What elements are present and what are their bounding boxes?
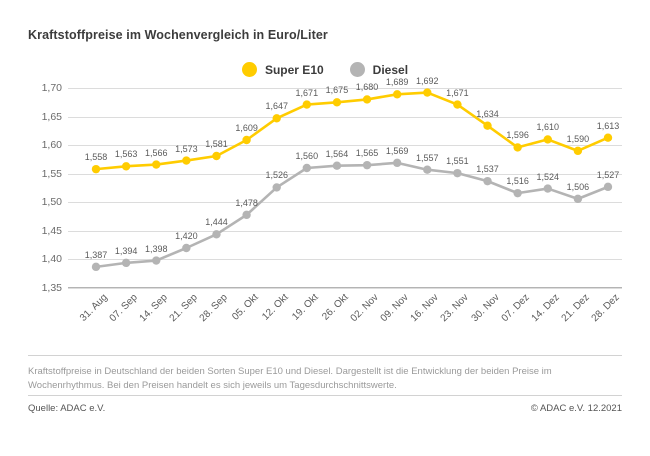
y-axis-tick-label: 1,35 bbox=[41, 282, 62, 294]
divider bbox=[28, 355, 622, 356]
legend-marker-icon bbox=[242, 62, 257, 77]
data-point bbox=[423, 88, 431, 96]
data-point bbox=[212, 230, 220, 238]
data-point bbox=[242, 136, 250, 144]
data-point-label: 1,524 bbox=[536, 171, 560, 182]
data-point-label: 1,560 bbox=[295, 151, 319, 161]
data-point-label: 1,569 bbox=[385, 145, 409, 156]
data-point bbox=[182, 244, 190, 252]
data-point bbox=[423, 166, 431, 174]
data-point-label: 1,537 bbox=[476, 164, 499, 175]
x-axis-tick-label: 21. Dez bbox=[559, 292, 592, 325]
page-title: Kraftstoffpreise im Wochenvergleich in Euro/Liter bbox=[28, 28, 328, 42]
x-axis-labels bbox=[68, 292, 622, 352]
data-point bbox=[544, 135, 552, 143]
data-point-label: 1,394 bbox=[114, 245, 138, 256]
data-point-label: 1,566 bbox=[144, 147, 168, 158]
data-point-label: 1,590 bbox=[566, 133, 590, 144]
data-point bbox=[574, 147, 582, 155]
grid-area bbox=[68, 75, 622, 288]
data-point bbox=[122, 259, 130, 267]
x-axis-tick-label: 28. Dez bbox=[589, 292, 622, 325]
data-point bbox=[303, 100, 311, 108]
x-axis-tick-label: 30. Nov bbox=[469, 292, 502, 325]
data-point-label: 1,478 bbox=[235, 197, 258, 208]
copyright-label: © ADAC e.V. 12.2021 bbox=[530, 403, 622, 414]
series-line bbox=[96, 93, 608, 170]
data-point-label: 1,551 bbox=[446, 156, 469, 167]
data-point-label: 1,444 bbox=[205, 217, 228, 228]
legend-label: Diesel bbox=[372, 62, 409, 77]
data-point bbox=[92, 165, 100, 173]
data-point-label: 1,420 bbox=[175, 231, 198, 241]
data-point-label: 1,680 bbox=[355, 82, 379, 93]
data-point-label: 1,647 bbox=[265, 101, 288, 112]
data-point-label: 1,564 bbox=[325, 148, 349, 159]
plot-area bbox=[28, 75, 622, 294]
data-point-label: 1,527 bbox=[596, 169, 620, 180]
data-point bbox=[303, 164, 311, 172]
series-line bbox=[96, 163, 608, 267]
y-axis-tick-label: 1,60 bbox=[41, 139, 62, 152]
chart-footnote: Kraftstoffpreise in Deutschland der beiden Sorten Super E10 und Diesel. Dargestellt ist die Entwicklung der beiden Preise im Wochenrhythmus. Bei den Preisen handelt es sich jeweils um Tagesdurchschnittswerte. bbox=[28, 366, 552, 391]
legend-item-super-e10 bbox=[242, 62, 324, 77]
y-axis-tick-label: 1,55 bbox=[41, 167, 62, 180]
series-canvas bbox=[68, 88, 622, 288]
data-point bbox=[483, 177, 491, 185]
data-point-label: 1,692 bbox=[416, 75, 439, 86]
x-axis-tick-label: 02. Nov bbox=[348, 292, 381, 325]
chart-legend bbox=[0, 62, 650, 77]
x-axis-tick-label: 14. Sep bbox=[137, 292, 171, 325]
data-point-label: 1,596 bbox=[506, 130, 529, 141]
data-point bbox=[513, 143, 521, 151]
x-axis-tick-label: 26. Okt bbox=[320, 292, 351, 323]
data-point-label: 1,671 bbox=[446, 87, 469, 98]
gridline bbox=[68, 288, 622, 289]
x-axis-tick-label: 09. Nov bbox=[378, 292, 411, 325]
data-point bbox=[212, 152, 220, 160]
x-axis-tick-label: 21. Sep bbox=[167, 292, 201, 325]
y-axis-tick-label: 1,65 bbox=[41, 110, 62, 123]
data-point-label: 1,398 bbox=[144, 243, 168, 254]
data-point bbox=[92, 263, 100, 271]
data-point bbox=[333, 162, 341, 170]
data-point-label: 1,581 bbox=[205, 139, 228, 149]
x-axis-tick-label: 28. Sep bbox=[198, 292, 231, 325]
data-point-label: 1,557 bbox=[416, 152, 439, 163]
data-point bbox=[453, 169, 461, 177]
data-point-label: 1,387 bbox=[84, 249, 108, 260]
data-point bbox=[513, 189, 521, 197]
data-point bbox=[363, 161, 371, 169]
data-point bbox=[152, 160, 160, 168]
data-point bbox=[604, 183, 612, 191]
x-axis-tick-label: 05. Okt bbox=[229, 292, 261, 323]
data-point bbox=[152, 256, 160, 264]
data-point bbox=[453, 100, 461, 108]
legend-label: Super E10 bbox=[264, 62, 324, 77]
data-point bbox=[393, 159, 401, 167]
data-point bbox=[363, 95, 371, 103]
x-axis-tick-label: 07. Sep bbox=[107, 292, 140, 325]
x-axis-tick-label: 07. Dez bbox=[499, 292, 532, 325]
data-point bbox=[182, 156, 190, 164]
x-axis-tick-label: 12. Okt bbox=[259, 292, 291, 323]
data-point bbox=[604, 134, 612, 142]
data-point-label: 1,573 bbox=[175, 143, 198, 154]
data-point-label: 1,675 bbox=[325, 85, 349, 96]
y-axis-tick-label: 1,50 bbox=[41, 196, 62, 209]
y-axis-labels bbox=[28, 82, 66, 294]
data-point-label: 1,565 bbox=[355, 148, 379, 159]
divider bbox=[28, 395, 622, 396]
data-point-label: 1,506 bbox=[566, 181, 590, 192]
data-point bbox=[544, 184, 552, 192]
x-axis-tick-label: 19. Okt bbox=[290, 292, 321, 323]
x-axis-tick-label: 16. Nov bbox=[408, 292, 442, 325]
data-point bbox=[574, 195, 582, 203]
data-point-label: 1,610 bbox=[536, 122, 560, 133]
data-point bbox=[273, 114, 281, 122]
data-point-label: 1,516 bbox=[506, 176, 529, 187]
source-label: Quelle: ADAC e.V. bbox=[28, 403, 106, 414]
y-axis-tick-label: 1,70 bbox=[41, 82, 62, 94]
data-point bbox=[242, 211, 250, 219]
legend-marker-icon bbox=[350, 62, 365, 77]
data-point bbox=[333, 98, 341, 106]
data-point-label: 1,689 bbox=[385, 77, 409, 88]
x-axis-tick-label: 14. Dez bbox=[529, 292, 562, 325]
x-axis-tick-label: 31. Aug bbox=[78, 292, 110, 324]
data-point bbox=[273, 183, 281, 191]
data-point-label: 1,609 bbox=[235, 123, 258, 133]
data-point-label: 1,671 bbox=[295, 87, 319, 98]
data-point-label: 1,526 bbox=[265, 170, 288, 181]
y-axis-tick-label: 1,45 bbox=[41, 224, 62, 237]
legend-item-diesel bbox=[350, 62, 408, 77]
y-axis-tick-label: 1,40 bbox=[41, 253, 62, 266]
data-point bbox=[122, 162, 130, 170]
data-point bbox=[393, 90, 401, 98]
data-point-label: 1,558 bbox=[84, 152, 108, 163]
x-axis-tick-label: 23. Nov bbox=[439, 292, 472, 325]
data-point-label: 1,634 bbox=[476, 108, 499, 119]
data-point-label: 1,613 bbox=[596, 120, 620, 131]
data-point bbox=[483, 122, 491, 130]
data-point-label: 1,563 bbox=[114, 149, 138, 160]
